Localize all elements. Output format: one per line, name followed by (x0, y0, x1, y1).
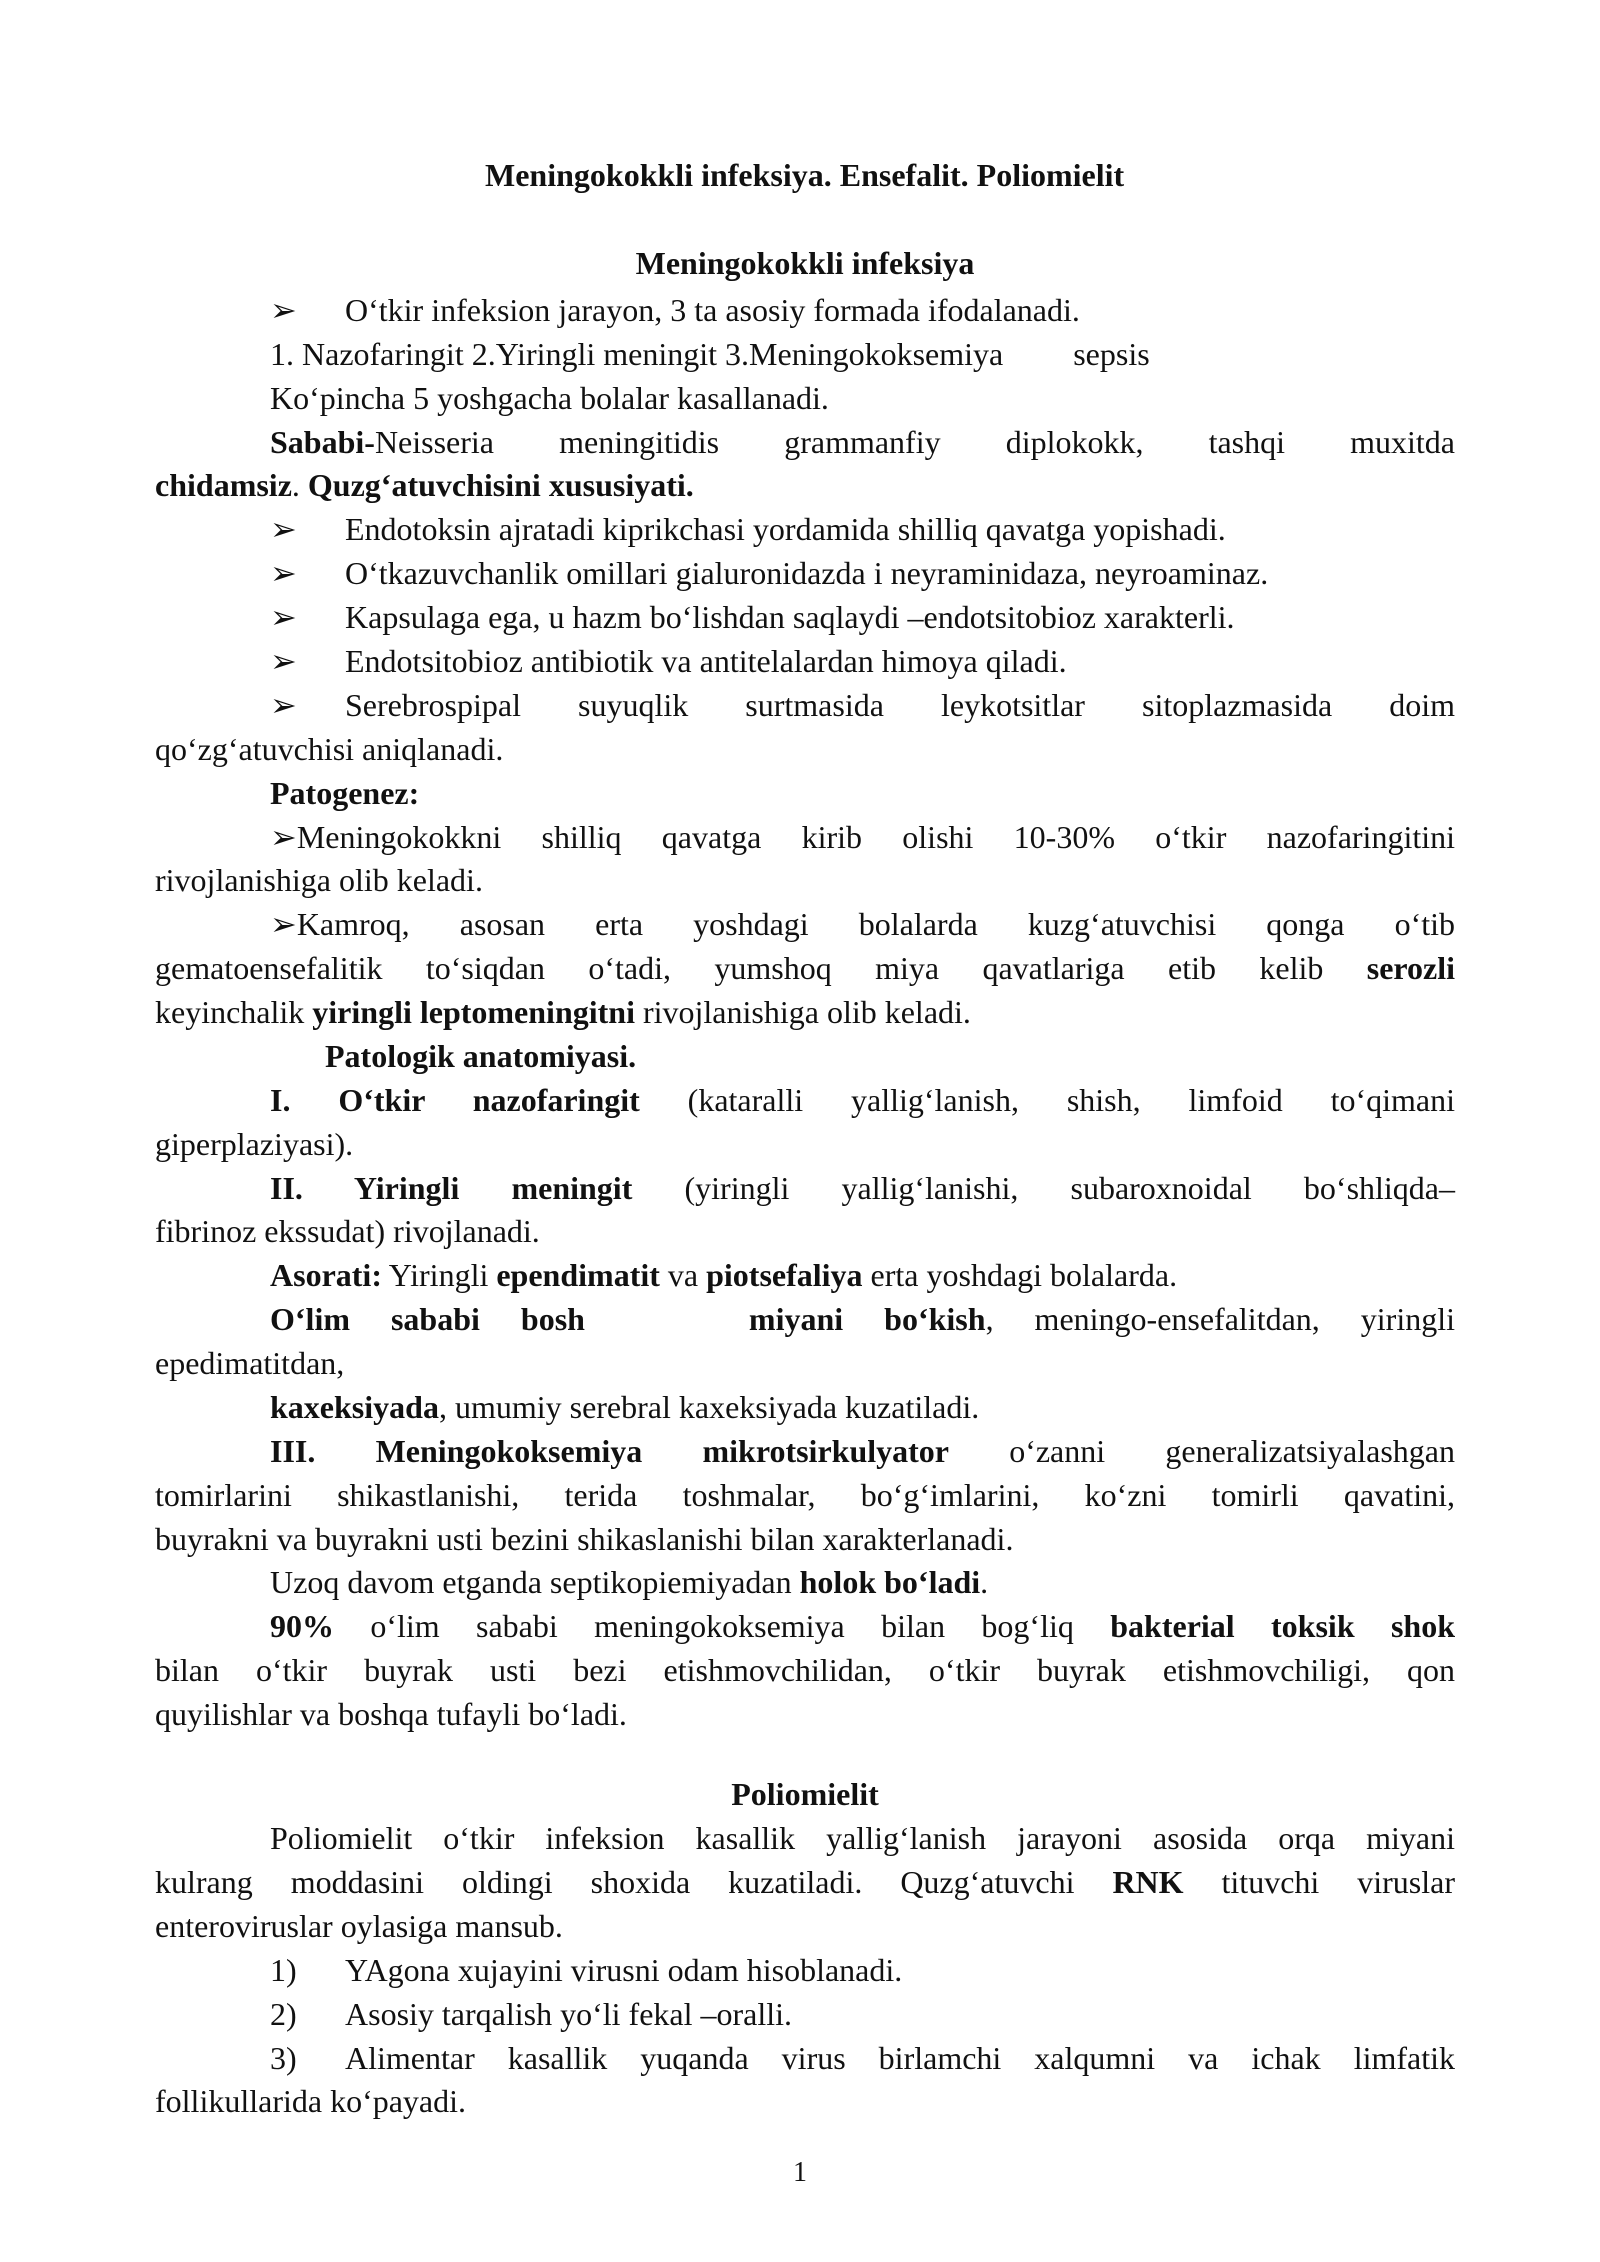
text-line: fibrinoz ekssudat) rivojlanadi. (155, 1213, 540, 1249)
document-title: Meningokokkli infeksiya. Ensefalit. Poliomielit (485, 157, 1125, 193)
subheading-patogenez: Patogenez: (270, 775, 420, 811)
text-line: gematoensefalitik to‘siqdan o‘tadi, yumshoq miya qavatlariga etib kelib serozli (155, 950, 1455, 986)
text-line: Asorati: Yiringli ependimatit va piotsefaliya erta yoshdagi bolalarda. (270, 1257, 1178, 1293)
arrow-bullet-icon: ➢ (270, 687, 297, 723)
list-item: 3) Alimentar kasallik yuqanda virus birlamchi xalqumni va ichak limfatik (270, 2040, 1455, 2076)
text-line: Uzoq davom etganda septikopiemiyadan holok bo‘ladi. (270, 1564, 989, 1600)
bullet-line: ➢ Kapsulaga ega, u hazm bo‘lishdan saqlaydi –endotsitobioz xarakterli. (155, 595, 1455, 639)
arrow-bullet-icon: ➢ (270, 292, 297, 328)
text-line: rivojlanishiga olib keladi. (155, 862, 483, 898)
text-line: chidamsiz. Quzg‘atuvchisini xususiyati. (155, 467, 694, 503)
text-line: buyrakni va buyrakni usti bezini shikaslanishi bilan xarakterlanadi. (155, 1521, 1014, 1557)
list-item: 1) YAgona xujayini virusni odam hisoblanadi. (270, 1952, 903, 1988)
text-line: qo‘zg‘atuvchisi aniqlanadi. (155, 731, 504, 767)
bullet-line: ➢ O‘tkir infeksion jarayon, 3 ta asosiy formada ifodalanadi. (155, 288, 1455, 332)
text-line: kulrang moddasini oldingi shoxida kuzatiladi. Quzg‘atuvchi RNK tituvchi viruslar (155, 1864, 1455, 1900)
bullet-line: ➢ Serebrospipal suyuqlik surtmasida leykotsitlar sitoplazmasida doim (155, 683, 1455, 727)
text-line: Sababi-Neisseria meningitidis grammanfiy diplokokk, tashqi muxitda (270, 424, 1455, 460)
arrow-bullet-icon: ➢ (270, 643, 297, 679)
text-line: quyilishlar va boshqa tufayli bo‘ladi. (155, 1696, 627, 1732)
forms-line: 1. Nazofaringit 2.Yiringli meningit 3.Meningokoksemiya sepsis (270, 336, 1150, 372)
text-line: II. Yiringli meningit (yiringli yallig‘lanishi, subaroxnoidal bo‘shliqda– (270, 1170, 1456, 1206)
text-line: tomirlarini shikastlanishi, terida toshmalar, bo‘g‘imlarini, ko‘zni tomirli qavatini, (155, 1477, 1455, 1513)
text-line: O‘lim sababi bosh miyani bo‘kish, meningo-ensefalitdan, yiringli (270, 1301, 1456, 1337)
text-line: 90% o‘lim sababi meningokoksemiya bilan bog‘liq bakterial toksik shok (270, 1608, 1456, 1644)
arrow-bullet-icon: ➢ (270, 599, 297, 635)
bullet-line: ➢ Endotoksin ajratadi kiprikchasi yordamida shilliq qavatga yopishadi. (155, 507, 1455, 551)
bullet-line: ➢Kamroq, asosan erta yoshdagi bolalarda kuzg‘atuvchisi qonga o‘tib (270, 906, 1455, 942)
arrow-bullet-icon: ➢ (270, 906, 297, 942)
bullet-line: ➢ Endotsitobioz antibiotik va antitelalardan himoya qiladi. (155, 639, 1455, 683)
arrow-bullet-icon: ➢ (270, 819, 297, 855)
arrow-bullet-icon: ➢ (270, 511, 297, 547)
bullet-line: ➢ O‘tkazuvchanlik omillari gialuronidazda i neyraminidaza, neyroaminaz. (155, 551, 1455, 595)
arrow-bullet-icon: ➢ (270, 555, 297, 591)
text-line: keyinchalik yiringli leptomeningitni rivojlanishiga olib keladi. (155, 994, 971, 1030)
bullet-line: ➢Meningokokkni shilliq qavatga kirib olishi 10-30% o‘tkir nazofaringitini (270, 819, 1455, 855)
text-line: Poliomielit o‘tkir infeksion kasallik yallig‘lanish jarayoni asosida orqa miyani (270, 1820, 1455, 1856)
list-item: 2) Asosiy tarqalish yo‘li fekal –oralli. (270, 1996, 793, 2032)
text-line: Ko‘pincha 5 yoshgacha bolalar kasallanadi. (270, 380, 829, 416)
text-line: follikullarida ko‘payadi. (155, 2083, 467, 2119)
text-line: epedimatitdan, (155, 1345, 345, 1381)
section-heading-poliomielit: Poliomielit (731, 1776, 879, 1812)
text-line: enteroviruslar oylasiga mansub. (155, 1908, 563, 1944)
section-heading-meningokokk: Meningokokkli infeksiya (635, 245, 975, 281)
page-number: 1 (793, 2157, 807, 2188)
text-line: kaxeksiyada, umumiy serebral kaxeksiyada kuzatiladi. (270, 1389, 980, 1425)
text-line: bilan o‘tkir buyrak usti bezi etishmovchilidan, o‘tkir buyrak etishmovchiligi, qon (155, 1652, 1455, 1688)
text-line: giperplaziyasi). (155, 1126, 354, 1162)
text-line: I. O‘tkir nazofaringit (kataralli yallig‘lanish, shish, limfoid to‘qimani (270, 1082, 1456, 1118)
subheading-patologik-anatomiya: Patologik anatomiyasi. (325, 1038, 637, 1074)
text-line: III. Meningokoksemiya mikrotsirkulyator o‘zanni generalizatsiyalashgan (270, 1433, 1455, 1469)
